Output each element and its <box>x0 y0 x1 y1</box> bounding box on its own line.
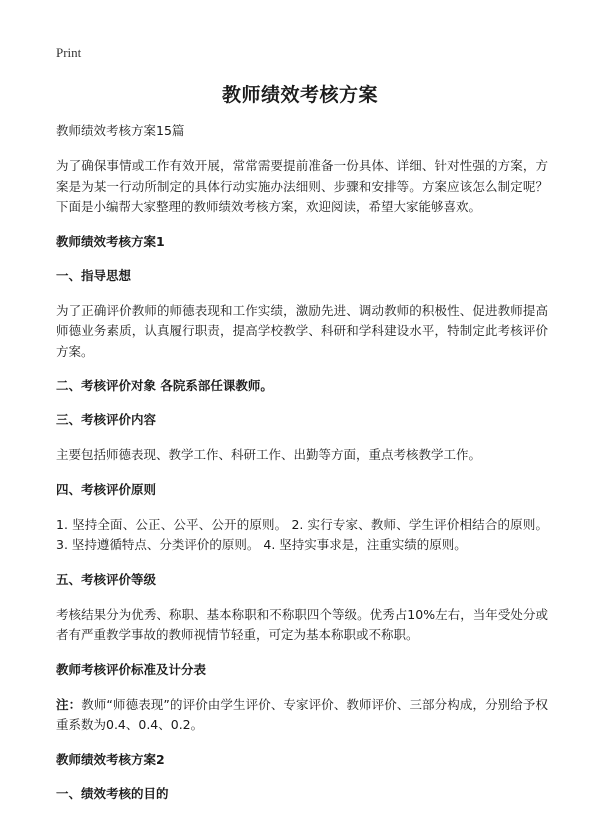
heading-evaluation-principles: 四、考核评价原则 <box>56 481 157 497</box>
paragraph-evaluation-grades: 考核结果分为优秀、称职、基本称职和不称职四个等级。优秀占10%左右，当年受处分或者有严重教学事故的教师视情节轻重，可定为基本称职或不称职。 <box>56 606 548 642</box>
heading-evaluation-grades: 五、考核评价等级 <box>56 571 157 587</box>
heading-guiding-ideology: 一、指导思想 <box>56 267 132 283</box>
intro-paragraph: 为了确保事情或工作有效开展，常常需要提前准备一份具体、详细、针对性强的方案，方案是为某一行动所制定的具体行动实施办法细则、步骤和安排等。方案应该怎么制定呢？下面是小编帮大家整理的教师绩效考核方案，欢迎阅读，希望大家能够喜欢。 <box>56 158 548 214</box>
section-2-title: 教师绩效考核方案2 <box>56 751 165 767</box>
heading-purpose: 一、绩效考核的目的 <box>56 785 169 801</box>
document-body <box>56 122 548 819</box>
paragraph-evaluation-content: 主要包括师德表现、教学工作、科研工作、出勤等方面，重点考核教学工作。 <box>56 447 482 462</box>
heading-standard-table: 教师考核评价标准及计分表 <box>56 661 207 677</box>
paragraph-guiding-ideology: 为了正确评价教师的师德表现和工作实绩，激励先进、调动教师的积极性、促进教师提高师德业务素质，认真履行职责，提高学校教学、科研和学科建设水平，特制定此考核评价方案。 <box>56 302 548 359</box>
print-link[interactable]: Print <box>56 45 82 60</box>
heading-evaluation-objects: 二、考核评价对象 各院系部任课教师。 <box>56 378 273 393</box>
paragraph-evaluation-principles: 1. 坚持全面、公正、公平、公开的原则。 2. 实行专家、教师、学生评价相结合的原则。 3. 坚持遵循特点、分类评价的原则。 4. 坚持实事求是，注重实绩的原则。 <box>56 516 548 552</box>
note-paragraph <box>56 695 548 736</box>
note-label: 注： <box>56 696 82 712</box>
document-title: 教师绩效考核方案 <box>221 84 378 106</box>
heading-evaluation-content: 三、考核评价内容 <box>56 412 157 427</box>
document-subtitle: 教师绩效考核方案15篇 <box>56 123 185 138</box>
note-text: 教师“师德表现”的评价由学生评价、专家评价、教师评价、三部分构成，分别给予权重系数为0.4、0.4、0.2。 <box>56 696 548 732</box>
section-1-title: 教师绩效考核方案1 <box>56 233 165 249</box>
